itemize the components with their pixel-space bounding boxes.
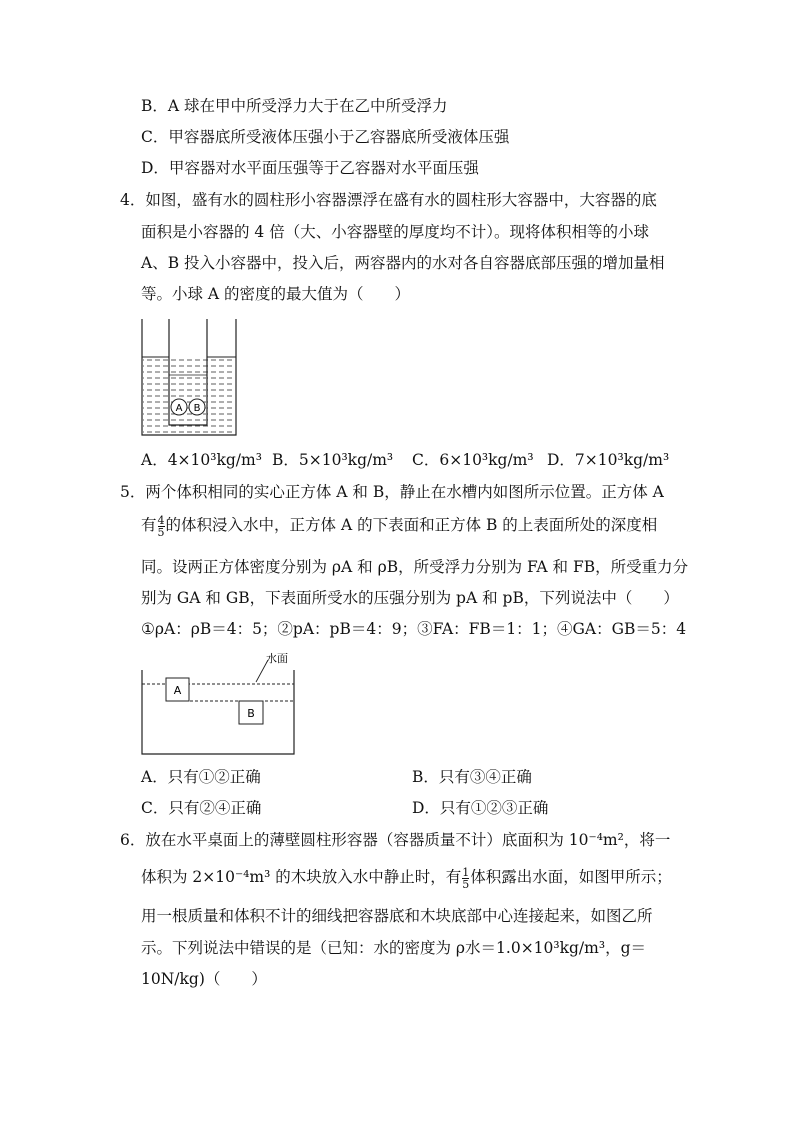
q6-fraction-denominator: 5	[462, 877, 470, 891]
q4-option-c: C．6×10³kg/m³	[412, 451, 534, 469]
q5-line2-prefix: 有	[141, 516, 157, 534]
q6-fraction-numerator: 1	[462, 865, 470, 879]
q5-fraction-numerator: 4	[157, 513, 165, 527]
q6-line2-suffix: 体积露出水面，如图甲所示；	[470, 868, 672, 886]
q6-fraction	[462, 867, 469, 890]
q4-option-d: D．7×10³kg/m³	[547, 451, 670, 469]
q5-text-line-4: 别为 GA 和 GB，下表面所受水的压强分别为 pA 和 pB，下列说法中（ ）	[141, 589, 679, 607]
q5-tank-figure	[138, 648, 298, 758]
q5-option-b: B．只有③④正确	[412, 768, 532, 786]
q5-option-d: D．只有①②③正确	[412, 799, 549, 817]
ball-b-label: B	[193, 403, 201, 414]
q6-text-line-3: 用一根质量和体积不计的细线把容器底和木块底部中心连接起来，如图乙所	[141, 907, 653, 925]
q5-text-line-3: 同。设两正方体密度分别为 ρA 和 ρB，所受浮力分别为 FA 和 FB，所受重力分	[141, 558, 689, 576]
q3-option-c: C．甲容器底所受液体压强小于乙容器底所受液体压强	[141, 128, 510, 146]
q5-option-a: A．只有①②正确	[141, 768, 261, 786]
q4-container-figure	[138, 315, 242, 440]
water-tank-outline	[142, 670, 294, 754]
cube-a-label: A	[173, 684, 182, 697]
q4-text-line-4: 等。小球 A 的密度的最大值为（ ）	[141, 285, 411, 303]
q3-option-d: D．甲容器对水平面压强等于乙容器对水平面压强	[141, 159, 479, 177]
q5-fraction	[158, 515, 165, 538]
q5-line2-suffix: 的体积浸入水中，正方体 A 的下表面和正方体 B 的上表面所处的深度相	[165, 516, 658, 534]
q3-option-b: B．A 球在甲中所受浮力大于在乙中所受浮力	[141, 97, 448, 115]
q6-text-line-4: 示。下列说法中错误的是（已知：水的密度为 ρ水＝1.0×10³kg/m³，g＝	[141, 939, 646, 957]
cube-b-label: B	[247, 707, 255, 720]
water-surface-label: 水面	[266, 652, 288, 665]
q5-text-line-1: 5．两个体积相同的实心正方体 A 和 B，静止在水槽内如图所示位置。正方体 A	[120, 483, 664, 501]
q4-option-b: B．5×10³kg/m³	[272, 451, 394, 469]
q5-fraction-denominator: 5	[157, 525, 165, 539]
q5-text-line-5: ①ρA：ρB＝4：5；②pA：pB＝4：9；③FA：FB＝1：1；④GA：GB＝5：4	[141, 620, 687, 638]
ball-a-label: A	[175, 403, 183, 414]
q6-text-line-2	[141, 866, 672, 890]
q4-text-line-2: 面积是小容器的 4 倍（大、小容器壁的厚度均不计）。现将体积相等的小球	[141, 223, 649, 241]
q6-text-line-1: 6．放在水平桌面上的薄壁圆柱形容器（容器质量不计）底面积为 10⁻⁴m²，将一	[120, 831, 671, 849]
q4-text-line-3: A、B 投入小容器中，投入后，两容器内的水对各自容器底部压强的增加量相	[141, 254, 665, 272]
q6-text-line-5: 10N/kg)（ ）	[141, 970, 267, 988]
q6-line2-prefix: 体积为 2×10⁻⁴m³ 的木块放入水中静止时，有	[141, 868, 462, 886]
q4-text-line-1: 4．如图，盛有水的圆柱形小容器漂浮在盛有水的圆柱形大容器中，大容器的底	[120, 191, 657, 209]
q5-option-c: C．只有②④正确	[141, 799, 262, 817]
q5-text-line-2	[141, 514, 657, 538]
q4-option-a: A．4×10³kg/m³	[141, 451, 262, 469]
